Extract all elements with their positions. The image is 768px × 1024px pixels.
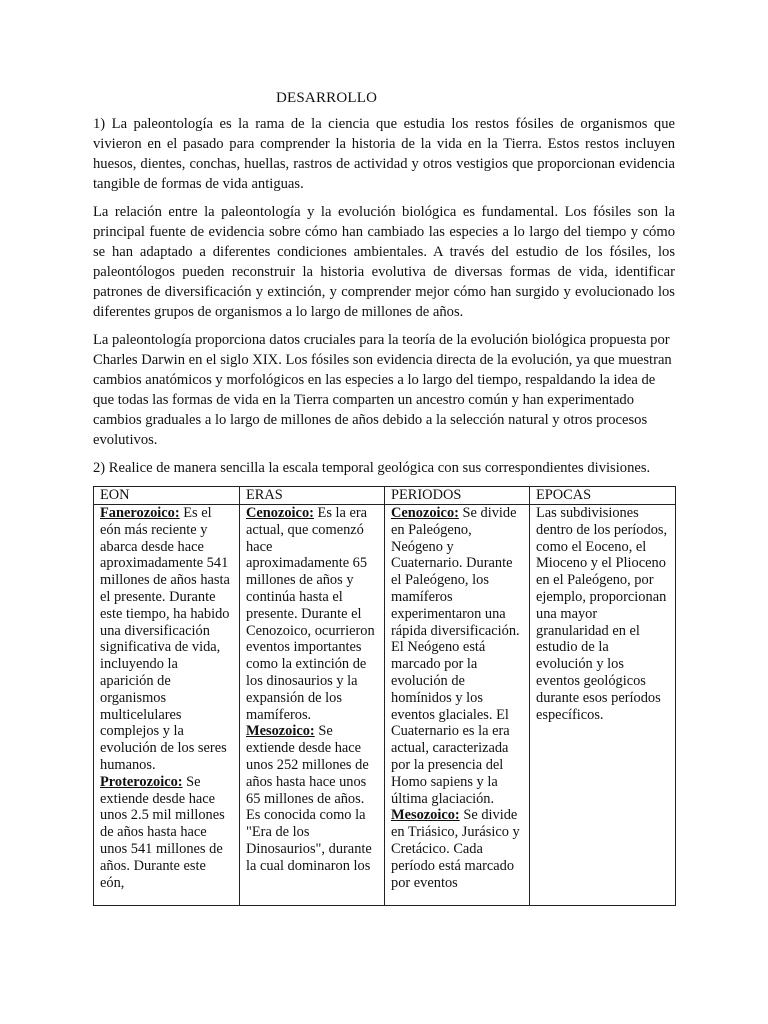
epocas-text: Las subdivisiones dentro de los períodos, como el Eoceno, el Mioceno y el Plioceno en el Paleógeno, por ejemplo, proporcionan una mayor granularidad en el estudio de la evolución y los eventos geológicos durante esos períodos específicos. bbox=[536, 505, 668, 723]
header-epocas: EPOCAS bbox=[530, 487, 676, 505]
paragraph-paleontology-definition: 1) La paleontología es la rama de la ciencia que estudia los restos fósiles de organismos que vivieron en el pasado para comprender la historia de la vida en la Tierra. Estos restos incluyen huesos, dientes, conchas, huellas, rastros de actividad y otros vestigios que proporcionan evidencia tangible de formas de vida antiguas. bbox=[93, 116, 675, 192]
periodos-cell bbox=[385, 505, 530, 906]
eon-cell bbox=[94, 505, 240, 906]
periodos-text-mesozoico: Se divide en Triásico, Jurásico y Cretácico. Cada período está marcado por eventos bbox=[391, 807, 520, 891]
paragraph-paleontology-evolution: La relación entre la paleontología y la evolución biológica es fundamental. Los fósiles son la principal fuente de evidencia sobre cómo han cambiado las especies a lo largo del tiempo y cómo se han adaptado a diferentes condiciones ambientales. A través del estudio de los fósiles, los paleontólogos pueden reconstruir la historia evolutiva de diversas formas de vida, identificar patrones de diversificación y extinción, y comprender mejor cómo han surgido y evolucionado los diferentes grupos de organismos a lo largo de millones de años. bbox=[93, 204, 675, 320]
eras-text-cenozoico: Es la era actual, que comenzó hace aproximadamente 65 millones de años y continúa hasta el presente. Durante el Cenozoico, ocurrieron eventos importantes como la extinción de los dinosaurios y la expansión de los mamíferos. bbox=[246, 505, 375, 723]
paragraph-question-2: 2) Realice de manera sencilla la escala temporal geológica con sus correspondientes divisiones. bbox=[93, 460, 651, 476]
eon-text-fanerozoico: Es el eón más reciente y abarca desde hace aproximadamente 541 millones de años hasta el presente. Durante este tiempo, ha habido una diversificación significativa de vida, incluyendo la aparición de organismos multicelulares complejos y la evolución de los seres humanos. bbox=[100, 505, 230, 773]
eon-text-proterozoico: Se extiende desde hace unos 2.5 mil millones de años hasta hace unos 541 millones de años. Durante este eón, bbox=[100, 773, 225, 891]
paragraph-darwin-theory: La paleontología proporciona datos cruciales para la teoría de la evolución biológica propuesta por Charles Darwin en el siglo XIX. Los fósiles son evidencia directa de la evolución, ya que muestran cambios anatómicos y morfológicos en las especies a lo largo del tiempo, respaldando la idea de que todas las formas de vida en la Tierra comparten un ancestro común y han experimentado cambios graduales a lo largo de millones de años debido a la selección natural y otros procesos evolutivos. bbox=[93, 332, 672, 448]
header-periodos: PERIODOS bbox=[385, 487, 530, 505]
geologic-time-table bbox=[93, 486, 676, 906]
eras-term-mesozoico: Mesozoico: bbox=[246, 723, 315, 740]
eras-text-mesozoico: Se extiende desde hace unos 252 millones de años hasta hace unos 65 millones de años. Es conocida como la "Era de los Dinosaurios", durante la cual dominaron los bbox=[246, 723, 372, 874]
periodos-term-mesozoico: Mesozoico: bbox=[391, 807, 460, 824]
epocas-cell bbox=[530, 505, 676, 906]
periodos-term-cenozoico: Cenozoico: bbox=[391, 505, 459, 521]
header-eon: EON bbox=[94, 487, 240, 505]
document-page bbox=[93, 88, 675, 906]
eras-term-cenozoico: Cenozoico: bbox=[246, 505, 314, 521]
eon-term-proterozoico: Proterozoico: bbox=[100, 773, 183, 790]
eras-cell bbox=[240, 505, 385, 906]
table-row bbox=[94, 505, 676, 906]
table-header-row bbox=[94, 487, 676, 505]
periodos-text-cenozoico: Se divide en Paleógeno, Neógeno y Cuaternario. Durante el Paleógeno, los mamíferos experimentaron una rápida diversificación. El Neógeno está marcado por la evolución de homínidos y los eventos glaciales. El Cuaternario es la era actual, caracterizada por la presencia del Homo sapiens y la última glaciación. bbox=[391, 505, 520, 807]
header-eras: ERAS bbox=[240, 487, 385, 505]
document-title: DESARROLLO bbox=[276, 90, 378, 106]
eon-term-fanerozoico: Fanerozoico: bbox=[100, 505, 180, 521]
